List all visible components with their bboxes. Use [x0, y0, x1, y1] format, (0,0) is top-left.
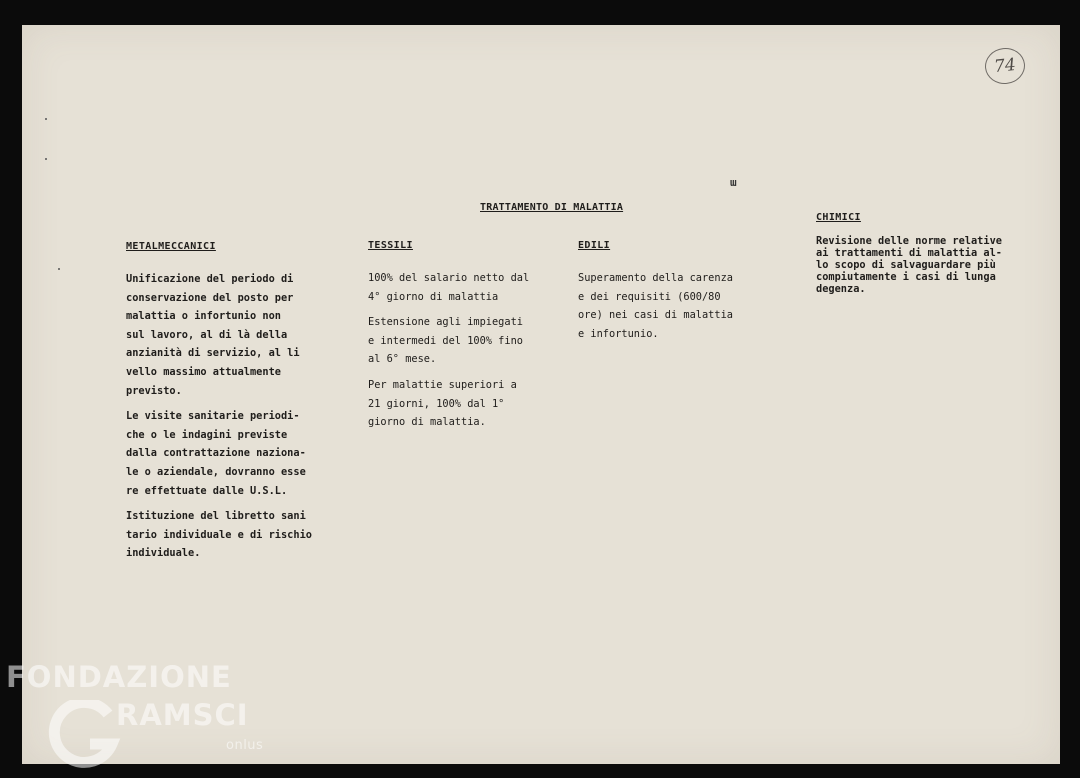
watermark-line1: FONDAZIONE — [6, 660, 232, 694]
fondazione-gramsci-watermark — [6, 660, 276, 770]
page-number: 74 — [993, 54, 1017, 78]
column-edili — [578, 240, 798, 350]
paragraph: Unificazione del periodo di conservazione del posto per malattia o infortunio non sul lavoro, al di là della anzianità di servizio, al li vello massimo attualmente previsto. — [126, 273, 300, 397]
watermark-line2: RAMSCI — [116, 698, 249, 732]
edge-mark — [58, 268, 60, 270]
watermark-line3: onlus — [226, 738, 264, 753]
paragraph: Superamento della carenza e dei requisiti (600/80 ore) nei casi di malattia e infortunio. — [578, 272, 733, 340]
heading-tessili: TESSILI — [368, 240, 413, 251]
column-chimici — [816, 212, 1041, 302]
paragraph: Istituzione del libretto sani tario individuale e di rischio individuale. — [126, 510, 312, 560]
paragraph: Le visite sanitarie periodi- che o le indagini previste dalla contrattazione naziona- le o aziendale, dovranno esse re effettuate dalle U.S.L. — [126, 410, 306, 497]
gramsci-g-logo-icon — [46, 700, 126, 772]
edge-mark — [45, 118, 47, 120]
column-tessili — [368, 240, 568, 439]
edge-mark — [45, 158, 47, 160]
heading-chimici: CHIMICI — [816, 212, 861, 223]
paragraph: Revisione delle norme relative ai trattamenti di malattia al- lo scopo di salvaguardare più compiutamente i casi di lunga degenza. — [816, 235, 1002, 295]
column-metalmeccanici — [126, 241, 346, 570]
heading-edili: EDILI — [578, 240, 611, 251]
heading-metalmeccanici: METALMECCANICI — [126, 241, 216, 252]
document-title: TRATTAMENTO DI MALATTIA — [480, 202, 624, 213]
paragraph: 100% del salario netto dal 4° giorno di malattia — [368, 272, 530, 303]
stray-pen-mark: ɯ — [730, 176, 737, 189]
paragraph: Estensione agli impiegati e intermedi del 100% fino al 6° mese. — [368, 316, 523, 366]
paragraph: Per malattie superiori a 21 giorni, 100% dal 1° giorno di malattia. — [368, 378, 517, 429]
